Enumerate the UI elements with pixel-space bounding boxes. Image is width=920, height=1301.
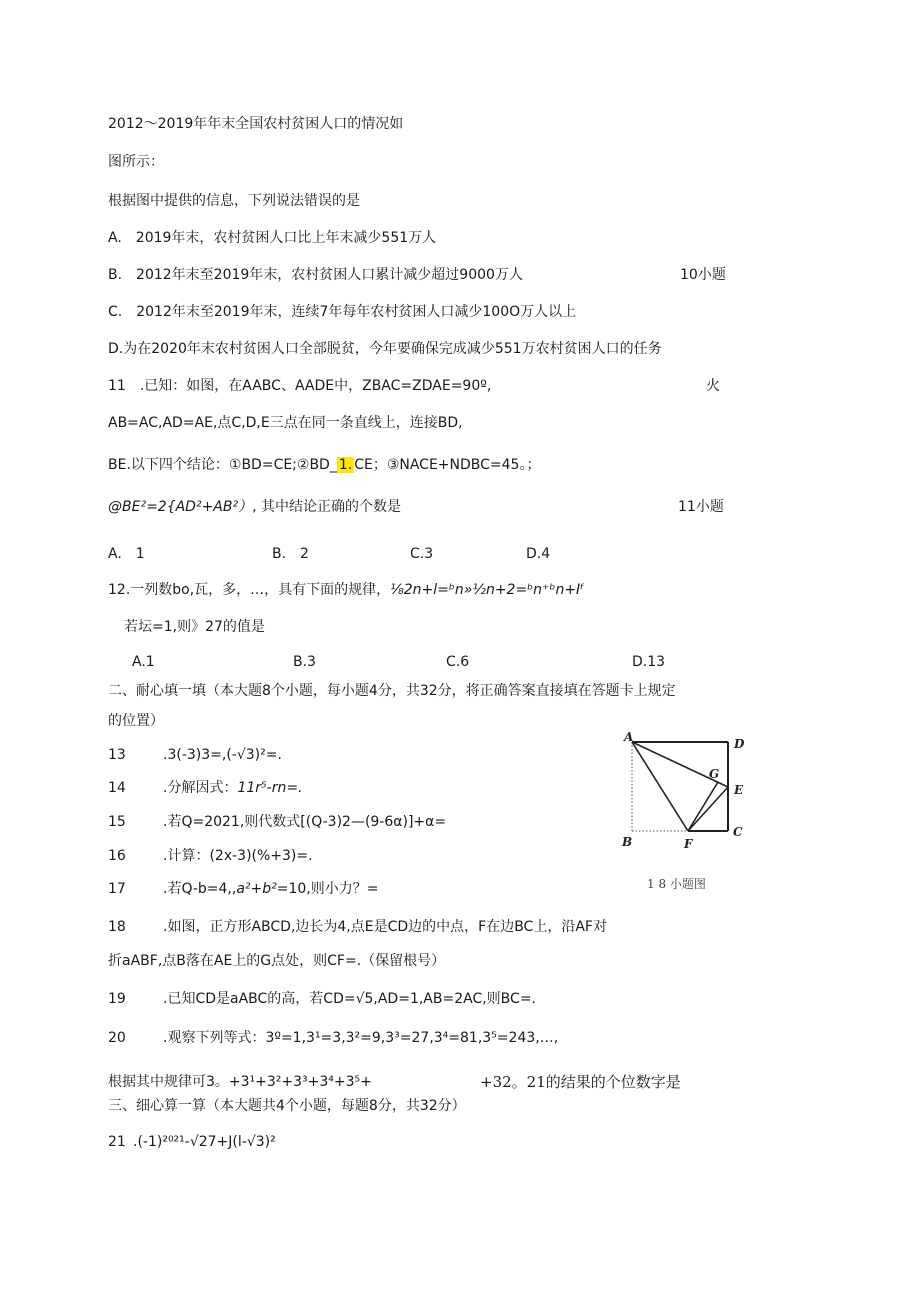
- q11-line-2: AB=AC,AD=AE,点C,D,E三点在同一条直线上，连接BD,: [108, 415, 463, 431]
- q11-formula: @BE²=2{AD²+AB²）: [108, 499, 253, 515]
- q11-line-3: [108, 455, 540, 475]
- q11-option-a: A. 1: [108, 546, 145, 562]
- q10-option-c: C. 2012年末至2019年末，连续7年每年农村贫困人口减少100O万人以上: [108, 304, 577, 320]
- intro-line-2: 图所示：: [108, 154, 164, 170]
- q19-number: 19: [108, 991, 126, 1007]
- q16-text: .计算：(2x-3)(%+3)=.: [163, 848, 313, 864]
- side-note-q11: 11小题: [678, 499, 724, 515]
- label-c: C: [733, 825, 743, 839]
- label-g: G: [709, 767, 720, 781]
- q15-text: .若Q=2021,则代数式[(Q-3)2—(9-6α)]+α=: [163, 814, 447, 830]
- q14-text-a: .分解因式：: [163, 780, 238, 796]
- q18-number: 18: [108, 919, 126, 935]
- q12-line-2: 若坛=1,则》27的值是: [124, 619, 265, 635]
- q11-highlight: 1.: [338, 457, 353, 473]
- segment-fe: [688, 787, 728, 831]
- q20-text: .观察下列等式：3º=1,3¹=3,3²=9,3³=27,3⁴=81,3⁵=243,…,: [163, 1030, 559, 1046]
- q17-number: 17: [108, 881, 126, 897]
- q18-text: .如图，正方形ABCD,边长为4,点E是CD边的中点，F在边BC上，沿AF对: [163, 919, 607, 935]
- side-note-fire: 火: [706, 378, 720, 394]
- q21-number: 21: [108, 1134, 126, 1150]
- label-f: F: [684, 837, 693, 851]
- q11-option-c: C.3: [410, 546, 434, 562]
- q17-text-c: =10,则小力？=: [276, 881, 379, 897]
- q17-expression: a²+b²: [236, 881, 277, 897]
- q11-line-3-part-b: CE；③NACE+NDBC=45。；: [354, 457, 541, 473]
- label-a: A: [624, 730, 634, 744]
- q12-recurrence: ⅛2n+l=ᵇn»½n+2=ᵇn⁺ᵇn+Iᶠ: [390, 582, 585, 598]
- q10-option-a: A. 2019年末，农村贫困人口比上年末减少551万人: [108, 230, 437, 246]
- q10-option-b: B. 2012年末至2019年末，农村贫困人口累计减少超过9000万人: [108, 267, 523, 283]
- q18-text-cont: 折aABF,点B落在AE上的G点处，则CF=.（保留根号）: [108, 953, 446, 969]
- q14-number: 14: [108, 780, 126, 796]
- q13-number: 13: [108, 747, 126, 763]
- q17-text-a: .若Q-b=4,,: [163, 881, 237, 897]
- q12-option-d: D.13: [632, 654, 666, 670]
- intro-line-1: 2012～2019年年末全国农村贫困人口的情况如: [108, 116, 404, 132]
- q13-text: .3(-3)3=,(-√3)²=.: [163, 747, 282, 763]
- q11-line-4-tail: , 其中结论正确的个数是: [252, 499, 402, 515]
- q11-line-1: 11 .已知：如图，在AABC、AADE中，ZBAC=ZDAE=90º,: [108, 378, 492, 394]
- q17-text: [163, 879, 379, 899]
- q12-line-1-text: 12.一列数bo,瓦，多，…，具有下面的规律，: [108, 582, 391, 598]
- q19-text: .已知CD是aABC的高，若CD=√5,AD=1,AB=2AC,则BC=.: [163, 991, 536, 1007]
- figure-caption: 1 8 小题图: [647, 877, 706, 891]
- q10-option-d: D.为在2020年末农村贫困人口全部脱贫，今年要确保完成减少551万农村贫困人口的任务: [108, 341, 662, 357]
- q16-number: 16: [108, 848, 126, 864]
- q11-line-3-part-a: BE.以下四个结论：①BD=CE;②BD_: [108, 457, 337, 473]
- q18-figure-svg: [615, 728, 765, 898]
- q21-text: .(-1)²⁰²¹-√27+J(l-√3)²: [133, 1134, 276, 1150]
- q12-option-c: C.6: [446, 654, 470, 670]
- label-b: B: [622, 835, 633, 849]
- section-2-heading-cont: 的位置）: [108, 713, 164, 729]
- q11-option-b: B. 2: [272, 546, 309, 562]
- side-note-q10: 10小题: [680, 267, 726, 283]
- q11-line-4: [108, 497, 401, 517]
- label-e: E: [734, 783, 744, 797]
- q20-text-cont-b: +32。21的结果的个位数字是: [480, 1073, 681, 1091]
- q20-text-cont-a: 根据其中规律可3。+3¹+3²+3³+3⁴+3⁵+: [108, 1074, 372, 1090]
- q10-stem: 根据图中提供的信息，下列说法错误的是: [108, 193, 360, 209]
- q12-line-1: [108, 580, 584, 600]
- q20-number: 20: [108, 1030, 126, 1046]
- q12-option-a: A.1: [132, 654, 155, 670]
- label-d: D: [734, 737, 745, 751]
- q12-option-b: B.3: [293, 654, 316, 670]
- section-3-heading: 三、细心算一算（本大题共4个小题，每题8分，共32分）: [108, 1098, 466, 1114]
- section-2-heading: 二、耐心填一填（本大题8个小题，每小题4分，共32分，将正确答案直接填在答题卡上规定: [108, 683, 676, 699]
- q15-number: 15: [108, 814, 126, 830]
- q14-text: [163, 778, 303, 798]
- q18-figure: [615, 728, 765, 898]
- segment-fg: [688, 782, 718, 831]
- q14-expression: 11r⁵-rn=.: [237, 780, 303, 796]
- q11-option-d: D.4: [526, 546, 551, 562]
